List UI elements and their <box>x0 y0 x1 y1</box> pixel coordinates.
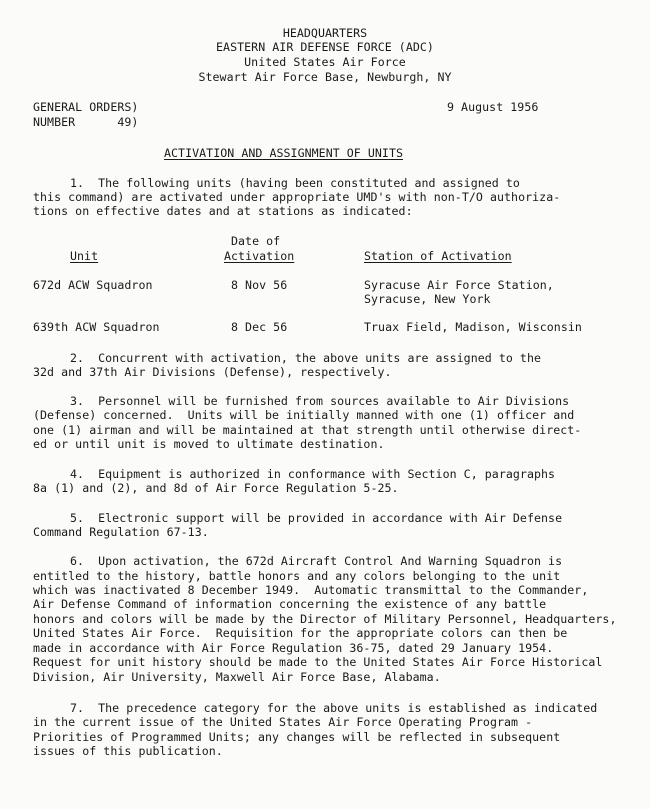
para-5-line-2: Command Regulation 67-13. <box>33 525 209 539</box>
table-row-1-date: 8 Nov 56 <box>231 278 288 292</box>
header-line-1: HEADQUARTERS <box>282 26 368 40</box>
para-4-line-2: 8a (1) and (2), and 8d of Air Force Regulation 5-25. <box>33 481 399 495</box>
para-6-line-9: Division, Air University, Maxwell Air Force Base, Alabama. <box>33 670 441 684</box>
para-1-line-1: 1. The following units (having been constituted and assigned to <box>70 176 520 190</box>
para-6-line-8: Request for unit history should be made to the United States Air Force Historical <box>33 655 603 669</box>
para-7-line-4: issues of this publication. <box>33 744 223 758</box>
col-unit-header: Unit <box>70 249 99 263</box>
para-4-line-1: 4. Equipment is authorized in conformance with Section C, paragraphs <box>70 467 556 481</box>
table-row-2-date: 8 Dec 56 <box>231 320 288 334</box>
para-3-line-1: 3. Personnel will be furnished from sources available to Air Divisions <box>70 394 570 408</box>
para-7-line-3: Priorities of Programmed Units; any changes will be reflected in subsequent <box>33 730 561 744</box>
para-6-line-6: United States Air Force. Requisition for the appropriate colors can then be <box>33 626 568 640</box>
header-line-4: Stewart Air Force Base, Newburgh, NY <box>198 70 452 84</box>
para-3-line-4: ed or until unit is moved to ultimate destination. <box>33 437 385 451</box>
table-row-1-station-2: Syracuse, New York <box>364 292 491 306</box>
table-row-1-unit: 672d ACW Squadron <box>33 278 153 292</box>
para-6-line-5: honors and colors will be made by the Director of Military Personnel, Headquarters, <box>33 612 617 626</box>
general-orders-label: GENERAL ORDERS) <box>33 100 139 114</box>
para-7-line-2: in the current issue of the United States Air Force Operating Program - <box>33 715 533 729</box>
para-2-line-2: 32d and 37th Air Divisions (Defense), respectively. <box>33 365 392 379</box>
table-row-1-station: Syracuse Air Force Station, <box>364 278 554 292</box>
order-number-label: NUMBER 49) <box>33 115 139 129</box>
para-5-line-1: 5. Electronic support will be provided in accordance with Air Defense <box>70 511 563 525</box>
para-1-line-2: this command) are activated under appropriate UMD's with non-T/O authoriza- <box>33 190 561 204</box>
table-row-2-station: Truax Field, Madison, Wisconsin <box>364 320 582 334</box>
order-date: 9 August 1956 <box>447 100 539 114</box>
para-3-line-2: (Defense) concerned. Units will be initially manned with one (1) officer and <box>33 408 575 422</box>
para-6-line-3: which was inactivated 8 December 1949. Automatic transmittal to the Commander, <box>33 583 589 597</box>
header-line-3: United States Air Force <box>244 55 406 69</box>
para-6-line-1: 6. Upon activation, the 672d Aircraft Control And Warning Squadron is <box>70 554 563 568</box>
col-date-header: Activation <box>224 249 295 263</box>
header-line-2: EASTERN AIR DEFENSE FORCE (ADC) <box>216 40 434 54</box>
col-date-top: Date of <box>231 234 281 248</box>
para-3-line-3: one (1) airman and will be maintained at that strength until otherwise direct- <box>33 423 582 437</box>
para-6-line-7: made in accordance with Air Force Regulation 36-75, dated 29 January 1954. <box>33 641 554 655</box>
document-title: ACTIVATION AND ASSIGNMENT OF UNITS <box>164 146 404 160</box>
table-row-2-unit: 639th ACW Squadron <box>33 320 160 334</box>
col-station-header: Station of Activation <box>364 249 512 263</box>
para-2-line-1: 2. Concurrent with activation, the above units are assigned to the <box>70 351 542 365</box>
para-7-line-1: 7. The precedence category for the above units is established as indicated <box>70 701 598 715</box>
para-6-line-2: entitled to the history, battle honors and any colors belonging to the unit <box>33 569 561 583</box>
para-1-line-3: tions on effective dates and at stations as indicated: <box>33 204 413 218</box>
para-6-line-4: Air Defense Command of information concerning the existence of any battle <box>33 597 547 611</box>
